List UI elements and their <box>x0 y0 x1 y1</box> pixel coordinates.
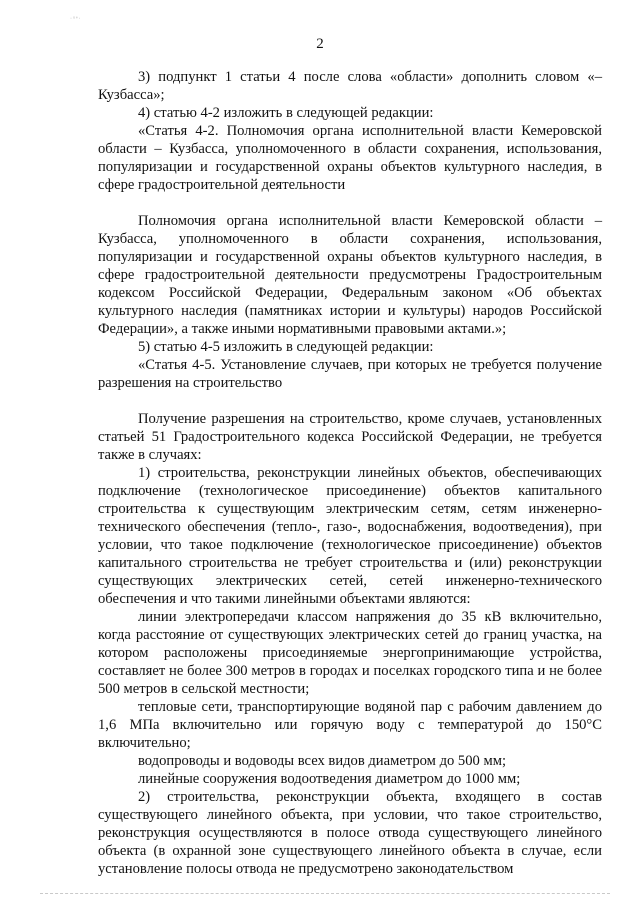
water-pipes-paragraph: водопроводы и водоводы всех видов диаметром до 500 мм; <box>138 753 506 769</box>
document-body <box>98 68 602 878</box>
scan-bottom-edge <box>40 893 610 894</box>
paragraph-item-3: 3) подпункт 1 статьи 4 после слова «области» дополнить словом «– Кузбасса»; <box>98 69 602 103</box>
paragraph-item-5: 5) статью 4-5 изложить в следующей редакции: <box>138 339 434 355</box>
power-lines-paragraph: линии электропередачи классом напряжения до 35 кВ включительно, когда расстояние от существующих электрических сетей до границ участка, на котором расположены присоединяемые энергопринимающие устройства, составляет не более 300 метров в городах и поселках городского типа и не более 500 метров в сельской местности; <box>98 609 602 697</box>
scan-corner-mark: ·ᵘᵉ· <box>70 16 82 22</box>
article-4-2-heading: «Статья 4-2. Полномочия органа исполнительной власти Кемеровской области – Кузбасса, уполномоченного в области сохранения, использования, популяризации и государственной охраны объектов культурного наследия, в сфере градостроительной деятельности <box>98 123 602 193</box>
article-4-5-intro: Получение разрешения на строительство, кроме случаев, установленных статьей 51 Градостроительного кодекса Российской Федерации, не требуется также в случаях: <box>98 411 602 463</box>
paragraph-item-4: 4) статью 4-2 изложить в следующей редакции: <box>138 105 434 121</box>
case-1-paragraph: 1) строительства, реконструкции линейных объектов, обеспечивающих подключение (технологическое присоединение) объектов капитального строительства к существующим электрическим сетям, сетям инженерно-технического обеспечения (тепло-, газо-, водоснабжения, водоотведения), при условии, что такое подключение (технологическое присоединение) объектов капитального строительства не требует строительства и (или) реконструкции существующих электрических сетей, сетей инженерно-технического обеспечения и что такими линейными объектами являются: <box>98 465 602 607</box>
article-4-5-heading: «Статья 4-5. Установление случаев, при которых не требуется получение разрешения на строительство <box>98 357 602 391</box>
page-number: 2 <box>316 36 324 52</box>
case-2-paragraph: 2) строительства, реконструкции объекта, входящего в состав существующего линейного объекта, при условии, что такое строительство, реконструкция осуществляются в полосе отвода существующего линейного объекта (в охранной зоне существующего линейного объекта в случае, если установление полосы отвода не предусмотрено законодательством <box>98 789 602 877</box>
heat-networks-paragraph: тепловые сети, транспортирующие водяной пар с рабочим давлением до 1,6 МПа включительно или горячую воду с температурой до 150°C включительно; <box>98 699 602 751</box>
article-4-2-text: Полномочия органа исполнительной власти Кемеровской области – Кузбасса, уполномоченного в области сохранения, использования, популяризации и государственной охраны объектов культурного наследия, в сфере градостроительной деятельности предусмотрены Градостроительным кодексом Российской Федерации, Федеральным законом «Об объектах культурного наследия (памятниках истории и культуры) народов Российской Федерации», а также иными нормативными правовыми актами.»; <box>98 213 602 337</box>
drainage-paragraph: линейные сооружения водоотведения диаметром до 1000 мм; <box>138 771 521 787</box>
